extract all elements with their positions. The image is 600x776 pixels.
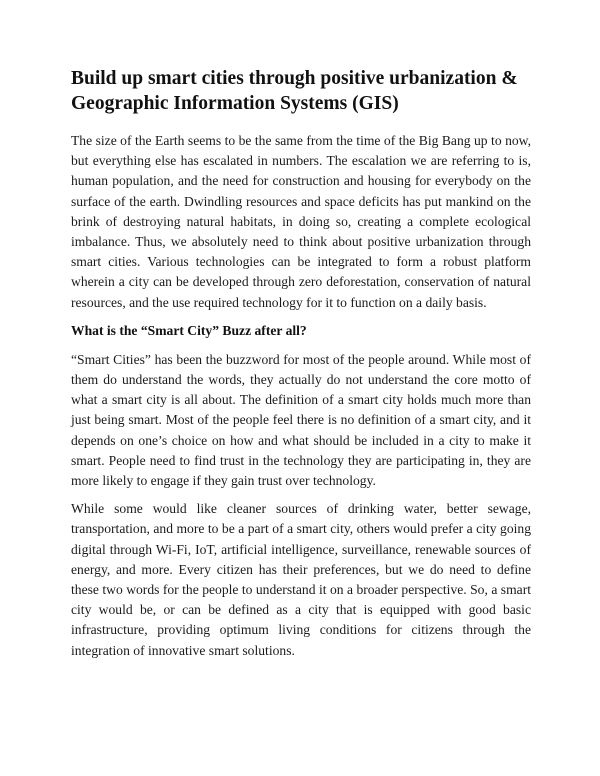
document-title: Build up smart cities through positive urbanization & Geographic Information Systems (GIS) [71, 68, 518, 114]
document-page [71, 66, 531, 669]
section-paragraph-1: “Smart Cities” has been the buzzword for most of the people around. While most of them do understand the words, they actually do not understand the core motto of what a smart city is all about. The definition of a smart city holds much more than just being smart. Most of the people feel there is no definition of a smart city, and it depends on one’s choice on how and what should be included in a city to make it smart. People need to find trust in the technology they are participating in, they are more likely to engage if they gain trust over technology. [71, 351, 531, 489]
section-paragraph-2: While some would like cleaner sources of drinking water, better sewage, transportation, and more to be a part of a smart city, others would prefer a city going digital through Wi-Fi, IoT, artificial intelligence, surveillance, renewable sources of energy, and more. Every citizen has their preferences, but we do need to define these two words for the people to understand it on a broader perspective. So, a smart city would be, or can be defined as a city that is equipped with good basic infrastructure, providing optimum living conditions for citizens through the integration of innovative smart solutions. [71, 501, 531, 658]
intro-paragraph: The size of the Earth seems to be the same from the time of the Big Bang up to now, but everything else has escalated in numbers. The escalation we are referring to is, human population, and the need for construction and housing for everybody on the surface of the earth. Dwindling resources and space deficits has put mankind on the brink of destroying natural habitats, in doing so, creating a complete ecological imbalance. Thus, we absolutely need to think about positive urbanization through smart cities. Various technologies can be integrated to form a robust platform wherein a city can be developed through zero deforestation, conservation of natural resources, and the use required technology for it to function on a daily basis. [71, 133, 531, 310]
section-heading: What is the “Smart City” Buzz after all? [71, 322, 307, 338]
